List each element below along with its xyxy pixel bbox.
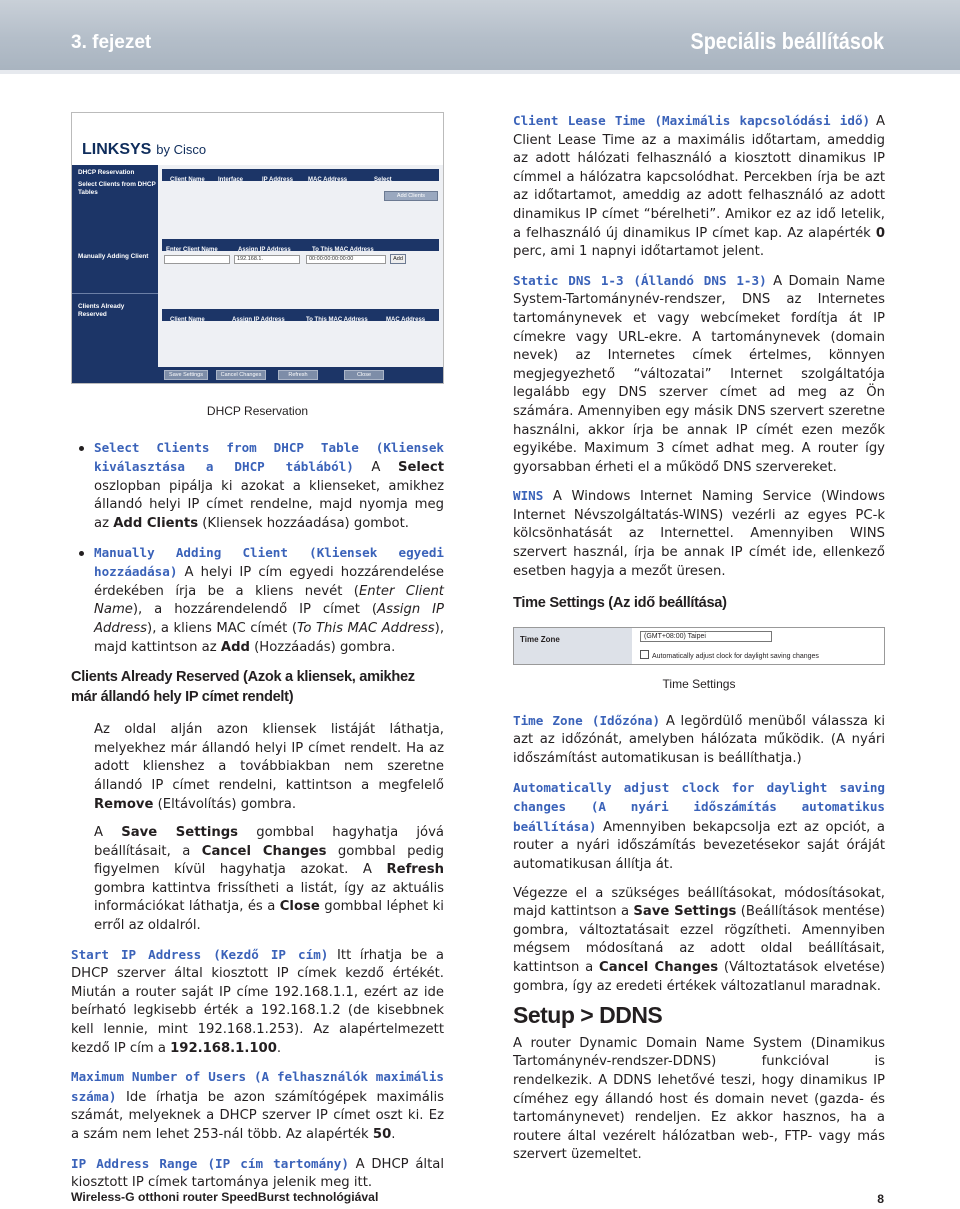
clients-table-header: Client Name Interface IP Address MAC Address Select [162, 169, 439, 181]
add-clients-button[interactable]: Add Clients [384, 191, 438, 201]
time-zone-select[interactable]: (GMT+08:00) Taipei [640, 631, 772, 642]
screenshot-footer [72, 367, 443, 383]
client-name-input[interactable] [164, 255, 230, 264]
paragraph-start-ip: Start IP Address (Kezdő IP cím) Itt írhatja be a DHCP szerver által kiosztott IP címek kezdő értékét. Miután a router saját IP címe 192.168.1.1, ezért az ide beírható legkisebb érték a 192.168.1.2 (de kisebbnek kell lennie, mint 192.168.1.253). Az alapértelmezett kezdő IP cím a 192.168.1.100. [71, 946, 445, 1056]
linksys-logo: LINKSYS by Cisco [82, 141, 207, 158]
bullet-select-clients: Select Clients from DHCP Table (Kliensek kiválasztása a DHCP táblából) A Select oszlopban pipálja ki azokat a klienseket, amikhez állandó helyi IP címet rendelne, majd nyomja meg az Add Clients (Kliensek hozzáadása) gombot. [71, 439, 444, 534]
paragraph-time-zone: Time Zone (Időzóna) A legördülő menüből válassza ki azt az időzónát, amelyben hálózata működik. (A nyári időszámítást automatikusan is beállíthatja.) [513, 712, 886, 767]
paragraph-reserved-list: Az oldal alján azon kliensek listáját láthatja, melyekhez már állandó helyi IP címet rendelt. Ha az adott klienshez a továbbiakban nem szeretne állandó IP címet rendelni, kattintson a megfelelő Remove (Eltávolítás) gombra. [94, 722, 444, 812]
save-settings-button[interactable]: Save Settings [164, 370, 208, 380]
figure-caption-time: Time Settings [662, 677, 736, 692]
section-title: Speciális beállítások [690, 28, 884, 54]
manual-table-header: Enter Client Name Assign IP Address To This MAC Address [162, 239, 439, 251]
add-button[interactable]: Add [390, 254, 406, 264]
paragraph-daylight-saving: Automatically adjust clock for daylight saving changes (A nyári időszámítás automatikus beállítása) Amennyiben bekapcsolja ezt az opciót, a router a nyári időszámítás bevezetésekor saját óráját automatikusan állítja át. [513, 779, 885, 872]
left-column [71, 112, 444, 1203]
heading-clients-reserved: Clients Already Reserved (Azok a kliensek, amikhez már állandó hely IP címet rendelt) [71, 669, 415, 706]
page-number: 8 [877, 1192, 884, 1206]
paragraph-buttons: A Save Settings gombbal hagyhatja jóvá beállításait, a Cancel Changes gombbal pedig figyelmen kívül hagyhatja azokat. A Refresh gombra kattintva frissítheti a listát, így az aktuális információkat láthatja, és a Close gombbal léphet ki erről az oldalról. [94, 825, 445, 934]
paragraph-wins: WINS A Windows Internet Naming Service (Windows Internet Névszolgáltatás-WINS) vezérli az egyes PC-k kölcsönhatását az Internettel. Amennyiben WINS szervert használ, írja be annak IP címét ide, ellenkező esetben hagyja a mezőt üresen. [513, 488, 885, 579]
heading-setup-ddns: Setup > DDNS [513, 1002, 663, 1029]
chapter-label: 3. fejezet [71, 32, 152, 53]
nav-select-clients: Select Clients from DHCP Tables [78, 181, 156, 196]
dhcp-reservation-screenshot [71, 112, 444, 384]
nav-dhcp-reservation: DHCP Reservation [78, 169, 135, 176]
page-header [0, 0, 960, 74]
time-settings-screenshot [513, 627, 885, 665]
right-column [513, 112, 885, 1175]
screenshot-header [72, 113, 443, 165]
heading-time-settings: Time Settings (Az idő beállítása) [513, 595, 727, 612]
paragraph-ip-range: IP Address Range (IP cím tartomány) A DHCP által kiosztott IP címek tartománya jelenik meg itt. [71, 1155, 444, 1191]
screenshot-main [158, 165, 443, 384]
cancel-changes-button[interactable]: Cancel Changes [216, 370, 266, 380]
paragraph-ddns: A router Dynamic Domain Name System (Dinamikus Tartománynév-rendszer-DDNS) funkcióval is rendelkezik. A DDNS lehetővé teszi, hogy dinamikus IP címéhez egy állandó host és domain nevet (gazda- és tartománynevet) rendeljen. Ez akkor hasznos, ha a routere által vezérelt hálózatban web-, FTP- vagy más szervert üzemeltet. [513, 1035, 885, 1163]
paragraph-static-dns: Static DNS 1-3 (Állandó DNS 1-3) A Domain Name System-Tartománynév-rendszer, DNS az Internetes tartománynevek et vagy webcímeket fordítja át IP címekre vagy URL-ekre. A tartománynevek (domain nevek) az Internetes címek értelmes, könnyen megjegyezhető “változatai” Internet szolgáltatója legalább egy DNS szerver címet ad meg az Ön számára. Amennyiben egy másik DNS szervert szeretne használni, akkor írja be annak IP címét ezen mezők egyikébe. Maximum 3 címet adhat meg. A router így gyorsabban érheti el a működő DNS szervereket. [513, 272, 885, 475]
daylight-saving-checkbox[interactable]: Automatically adjust clock for daylight saving changes [640, 648, 819, 667]
assign-ip-input[interactable]: 192.168.1. [234, 255, 300, 264]
close-button[interactable]: Close [344, 370, 384, 380]
paragraph-max-users: Maximum Number of Users (A felhasználók maximális száma) Ide írhatja be azon számítógépek maximális számát, melyeknek a DHCP szerver IP címet oszt ki. Ez a szám nem lehet 253-nál több. Az alapérték 50. [71, 1069, 444, 1142]
footer-title: Wireless-G otthoni router SpeedBurst technológiával [71, 1190, 379, 1204]
nav-manually-adding: Manually Adding Client [78, 253, 149, 260]
refresh-button[interactable]: Refresh [278, 370, 318, 380]
paragraph-lease-time: Client Lease Time (Maximális kapcsolódási idő) A Client Lease Time az a maximális időtartam, ameddig az adott hálózati felhasználó a kiosztott dinamikus IP címmel a hálózatra kapcsolódhat. Percekben írja be azt az időtartamot, ameddig az adott felhasználó az adott dinamikus IP címet “bérelheti”. Amikor ez az idő letelik, a felhasználó új dinamikus IP címet kap. Az alapérték 0 perc, ami 1 napnyi időtartamot jelent. [513, 113, 885, 260]
nav-clients-reserved: Clients Already Reserved [78, 303, 125, 318]
paragraph-save-cancel: Végezze el a szükséges beállításokat, módosításokat, majd kattintson a Save Settings (Beállítások mentése) gombra, változtatásait ezzel rögzítheti. Amennyiben mégsem módosítaná az adott oldal beállításait, kattintson a Cancel Changes (Változtatások elvetése) gombra, így az eredeti értékek változatlanul maradnak. [513, 885, 885, 994]
bullet-manually-adding: Manually Adding Client (Kliensek egyedi hozzáadása) A helyi IP cím egyedi hozzárendelése érdekében írja be a kliens nevét (Enter Client Name), a hozzárendelendő IP címet (Assign IP Address), a kliens MAC címét (To This MAC Address), majd kattintson az Add (Hozzáadás) gombra. [71, 544, 444, 658]
reserved-table-header: Client Name Assign IP Address To This MAC Address MAC Address [162, 309, 439, 321]
screenshot-sidebar [72, 165, 158, 384]
time-zone-label: Time Zone [514, 628, 632, 664]
figure-caption: DHCP Reservation [206, 404, 309, 418]
mac-input[interactable]: 00:00:00:00:00:00 [306, 255, 386, 264]
